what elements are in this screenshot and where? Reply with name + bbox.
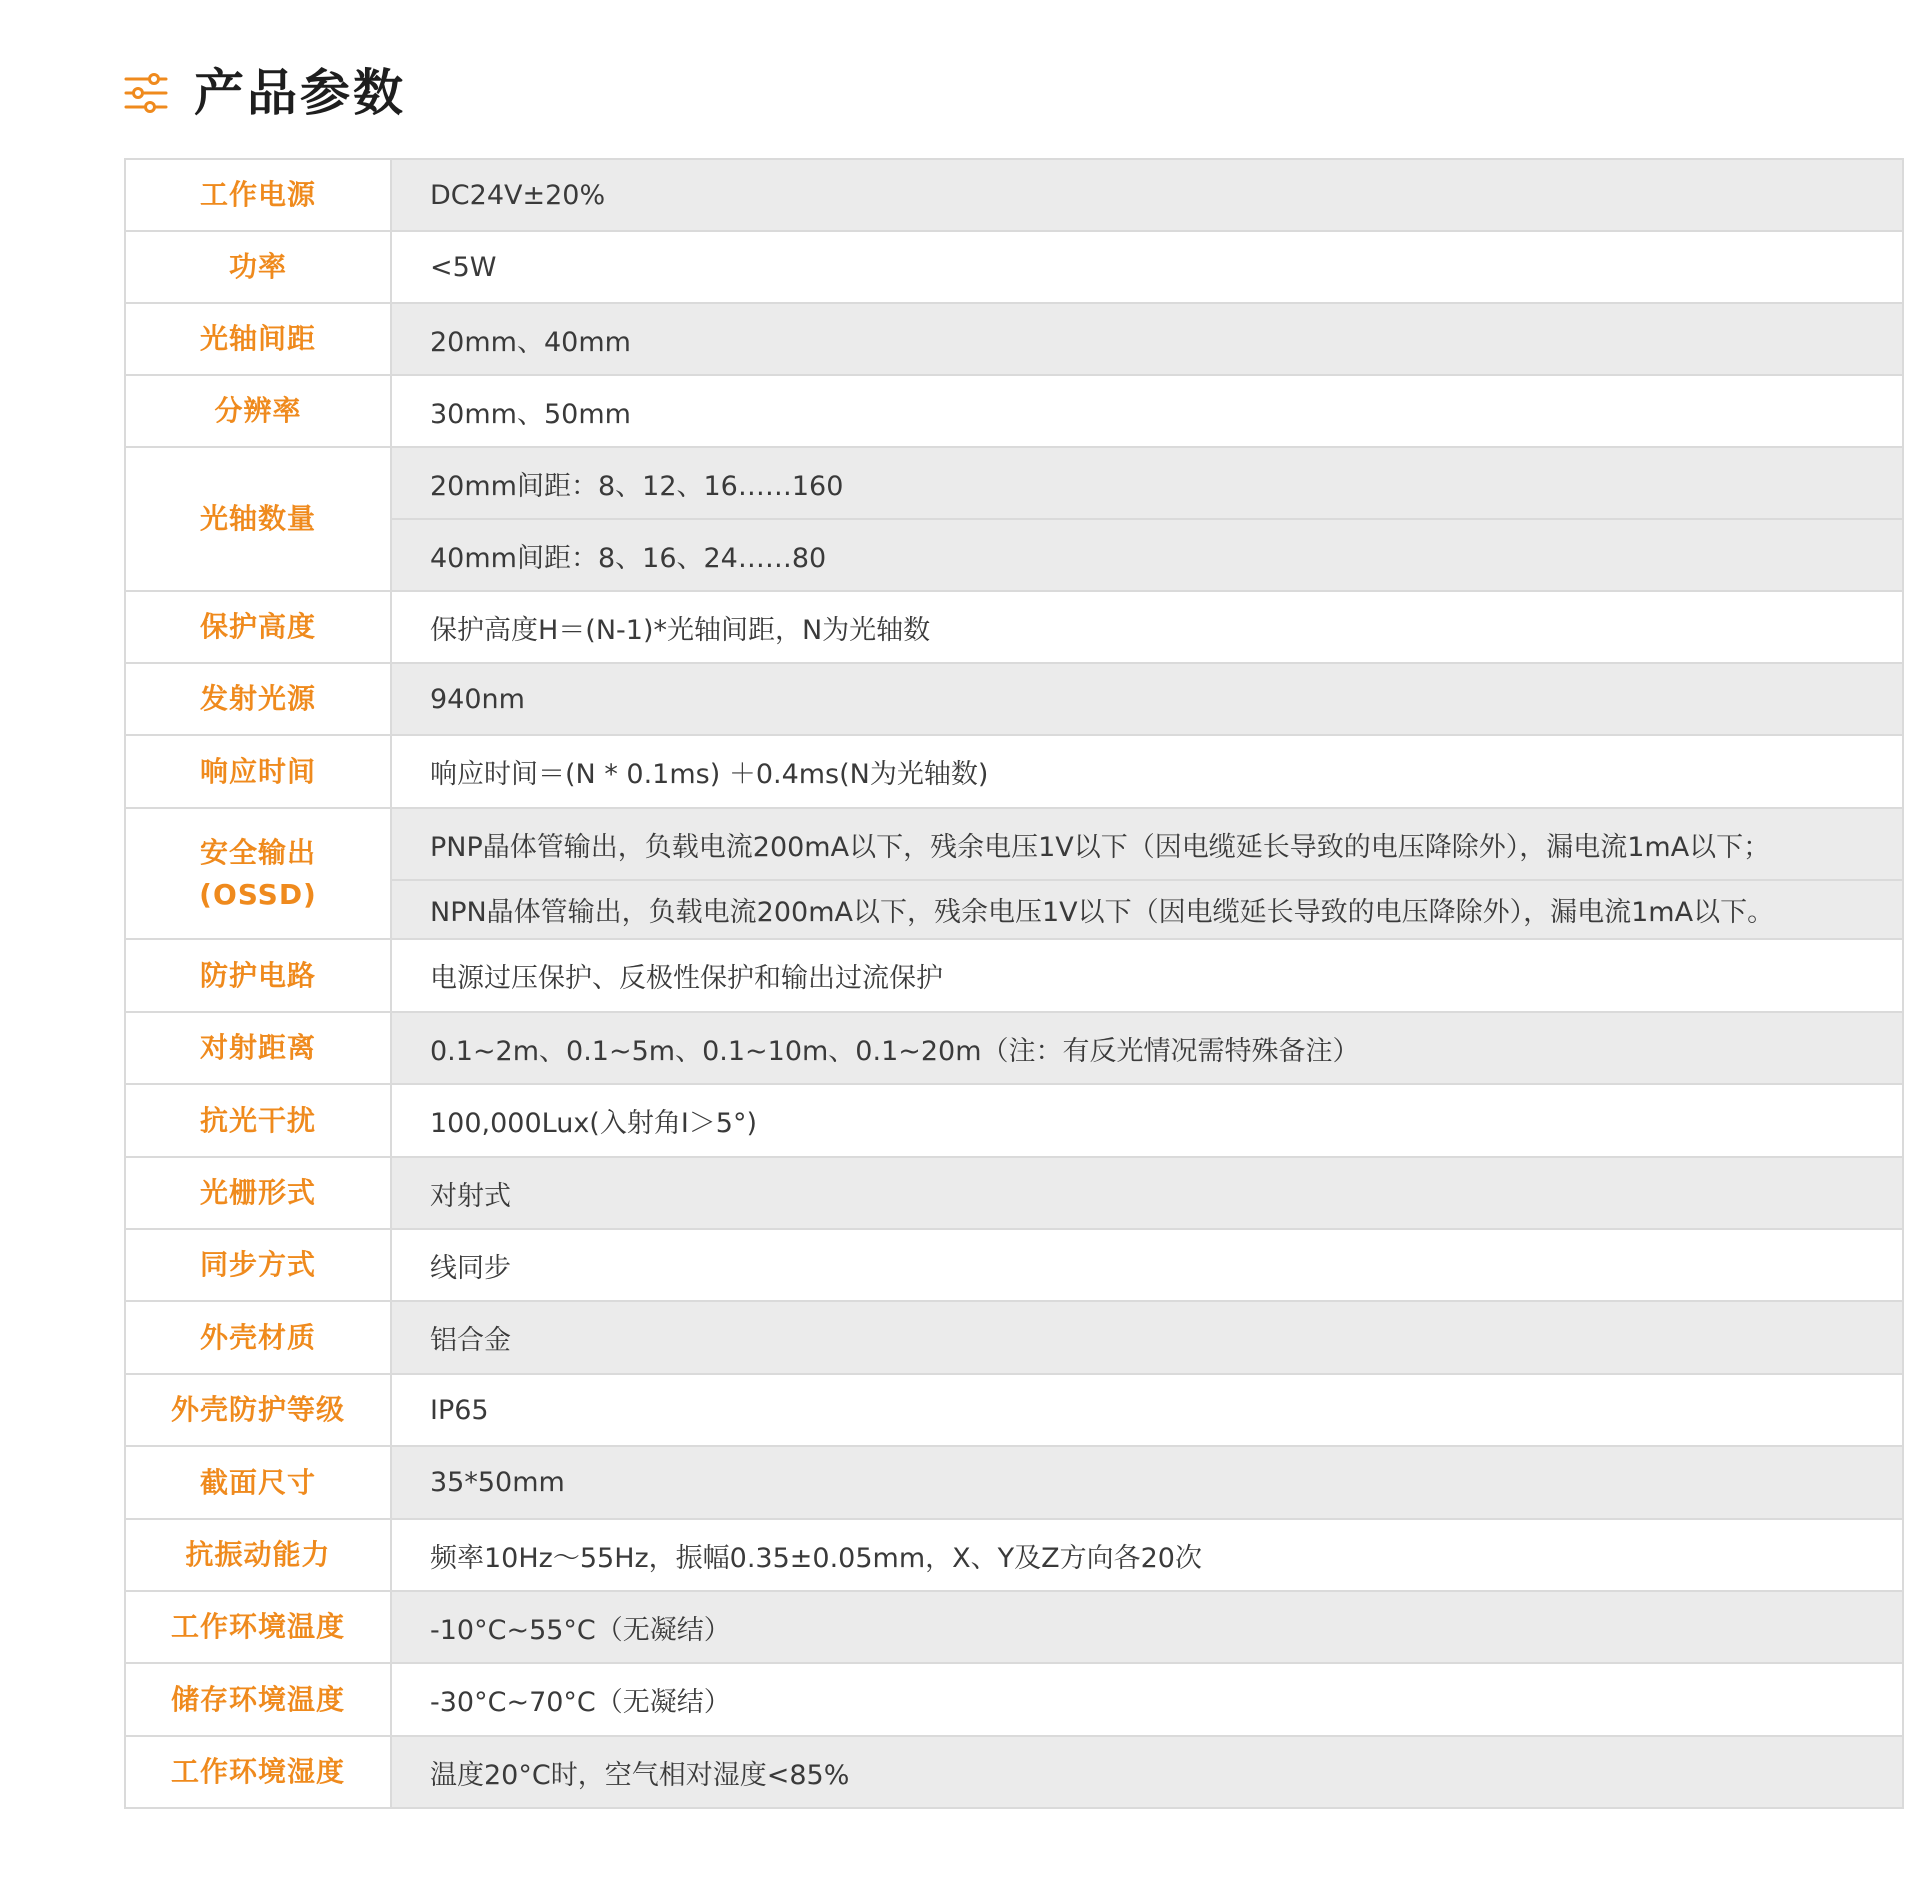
spec-row-protection-height (125, 591, 1903, 663)
spec-label: 抗振动能力 (125, 1519, 391, 1591)
spec-value: 频率10Hz～55Hz，振幅0.35±0.05mm，X、Y及Z方向各20次 (391, 1519, 1903, 1591)
spec-label: 分辨率 (125, 375, 391, 447)
spec-label: 保护高度 (125, 591, 391, 663)
spec-value: PNP晶体管输出，负载电流200mA以下，残余电压1V以下（因电缆延长导致的电压降除外），漏电流1mA以下； (391, 808, 1903, 880)
spec-value: 940nm (391, 663, 1903, 735)
spec-value: 0.1~2m、0.1~5m、0.1~10m、0.1~20m（注：有反光情况需特殊备注） (391, 1012, 1903, 1084)
spec-row-beam-count-2 (125, 519, 1903, 591)
spec-value: -30°C~70°C（无凝结） (391, 1663, 1903, 1736)
spec-label: 外壳防护等级 (125, 1374, 391, 1446)
spec-label: 储存环境温度 (125, 1663, 391, 1736)
spec-row-beam-spacing (125, 303, 1903, 375)
spec-row-vibration (125, 1519, 1903, 1591)
spec-row-operating-temp (125, 1591, 1903, 1663)
spec-label: 发射光源 (125, 663, 391, 735)
spec-label: 工作环境湿度 (125, 1736, 391, 1808)
spec-value: 20mm间距：8、12、16……160 (391, 447, 1903, 519)
spec-label: 光栅形式 (125, 1157, 391, 1229)
spec-row-resolution (125, 375, 1903, 447)
spec-value: DC24V±20% (391, 159, 1903, 231)
page-title: 产品参数 (194, 64, 406, 122)
spec-label: 光轴数量 (125, 447, 391, 591)
spec-row-beam-count (125, 447, 1903, 519)
spec-value: 铝合金 (391, 1301, 1903, 1374)
spec-label: 安全输出 (199, 835, 316, 869)
spec-row-power-supply (125, 159, 1903, 231)
spec-value: 响应时间＝(N * 0.1ms) ＋0.4ms(N为光轴数) (391, 735, 1903, 808)
spec-value: 对射式 (391, 1157, 1903, 1229)
spec-label: 功率 (125, 231, 391, 303)
spec-label: 抗光干扰 (125, 1084, 391, 1157)
spec-row-storage-temp (125, 1663, 1903, 1736)
spec-label: 工作环境温度 (125, 1591, 391, 1663)
spec-row-response-time (125, 735, 1903, 808)
spec-row-safety-output-2 (125, 880, 1903, 939)
spec-label: 响应时间 (125, 735, 391, 808)
spec-row-safety-output (125, 808, 1903, 880)
spec-value: 20mm、40mm (391, 303, 1903, 375)
spec-row-ip-rating (125, 1374, 1903, 1446)
spec-label: 对射距离 (125, 1012, 391, 1084)
spec-value: -10°C~55°C（无凝结） (391, 1591, 1903, 1663)
spec-label-sub: (OSSD) (199, 877, 317, 911)
spec-value: 30mm、50mm (391, 375, 1903, 447)
spec-value: 电源过压保护、反极性保护和输出过流保护 (391, 939, 1903, 1012)
sliders-icon (124, 73, 168, 113)
spec-value: 保护高度H＝(N-1)*光轴间距，N为光轴数 (391, 591, 1903, 663)
spec-value: 35*50mm (391, 1446, 1903, 1519)
spec-row-light-immunity (125, 1084, 1903, 1157)
spec-row-sync-mode (125, 1229, 1903, 1301)
spec-table (124, 158, 1904, 1809)
spec-value: <5W (391, 231, 1903, 303)
spec-row-detection-range (125, 1012, 1903, 1084)
spec-label: 同步方式 (125, 1229, 391, 1301)
spec-row-power (125, 231, 1903, 303)
spec-row-housing-material (125, 1301, 1903, 1374)
spec-value: 温度20°C时，空气相对湿度<85% (391, 1736, 1903, 1808)
spec-row-humidity (125, 1736, 1903, 1808)
spec-value: IP65 (391, 1374, 1903, 1446)
spec-row-protection-circuit (125, 939, 1903, 1012)
spec-label: 工作电源 (125, 159, 391, 231)
spec-row-grating-type (125, 1157, 1903, 1229)
spec-label: 光轴间距 (125, 303, 391, 375)
spec-row-light-source (125, 663, 1903, 735)
section-header (124, 62, 406, 124)
spec-label-cell (125, 808, 391, 939)
spec-value: 线同步 (391, 1229, 1903, 1301)
spec-row-cross-section (125, 1446, 1903, 1519)
spec-label: 防护电路 (125, 939, 391, 1012)
spec-value: 100,000Lux(入射角I＞5°) (391, 1084, 1903, 1157)
spec-value: NPN晶体管输出，负载电流200mA以下，残余电压1V以下（因电缆延长导致的电压降除外），漏电流1mA以下。 (391, 880, 1903, 939)
spec-label: 外壳材质 (125, 1301, 391, 1374)
spec-label: 截面尺寸 (125, 1446, 391, 1519)
spec-value: 40mm间距：8、16、24……80 (391, 519, 1903, 591)
